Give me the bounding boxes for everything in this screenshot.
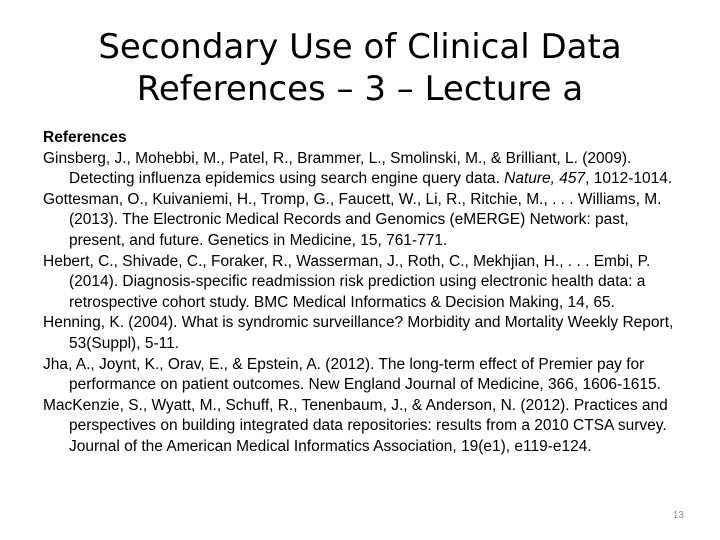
reference-text: Henning, K. (2004). What is syndromic surveillance? Morbidity and Mortality Weekly Report, 53(Suppl), 5-11. (43, 314, 674, 352)
reference-text: Ginsberg, J., Mohebbi, M., Patel, R., Brammer, L., Smolinski, M., & Brilliant, L. (2009). Detecting influenza epidemics using search engine query data. (43, 149, 632, 188)
reference-pages: , 1012-1014. (585, 170, 673, 188)
reference-item (43, 149, 683, 190)
reference-text: Jha, A., Joynt, K., Orav, E., & Epstein, A. (2012). The long-term effect of Premier pay for performance on patient outcomes. New England Journal of Medicine, 366, 1606-1615. (43, 355, 661, 394)
references-content (43, 128, 683, 458)
reference-text: Hebert, C., Shivade, C., Foraker, R., Wasserman, J., Roth, C., Mekhjian, H., . . . Embi, P. (2014). Diagnosis-specific readmission risk prediction using electronic health data: a retrospective cohort study. BMC Medical Informatics & Decision Making, 14, 65. (43, 252, 651, 311)
reference-item (43, 355, 683, 396)
reference-item (43, 252, 683, 314)
reference-item (43, 190, 683, 252)
reference-item (43, 396, 683, 458)
reference-text: MacKenzie, S., Wyatt, M., Schuff, R., Tenenbaum, J., & Anderson, N. (2012). Practices and perspectives on building integrated data repositories: results from a 2010 CTSA survey. Journal of the American Medical Informatics Association, 19(e1), e119-e124. (43, 396, 668, 455)
slide-title-line-1: Secondary Use of Clinical Data (98, 27, 622, 67)
reference-journal: Nature, 457 (504, 170, 586, 188)
slide-title (40, 26, 680, 110)
reference-text: Gottesman, O., Kuivaniemi, H., Tromp, G., Faucett, W., Li, R., Ritchie, M., . . . Williams, M. (2013). The Electronic Medical Records and Genomics (eMERGE) Network: past, present, and future. Genetics in Medicine, 15, 761-771. (43, 190, 662, 249)
references-heading: References (43, 129, 127, 146)
page-number: 13 (672, 510, 684, 521)
slide-title-line-2: References – 3 – Lecture a (136, 69, 584, 109)
reference-item (43, 313, 683, 354)
